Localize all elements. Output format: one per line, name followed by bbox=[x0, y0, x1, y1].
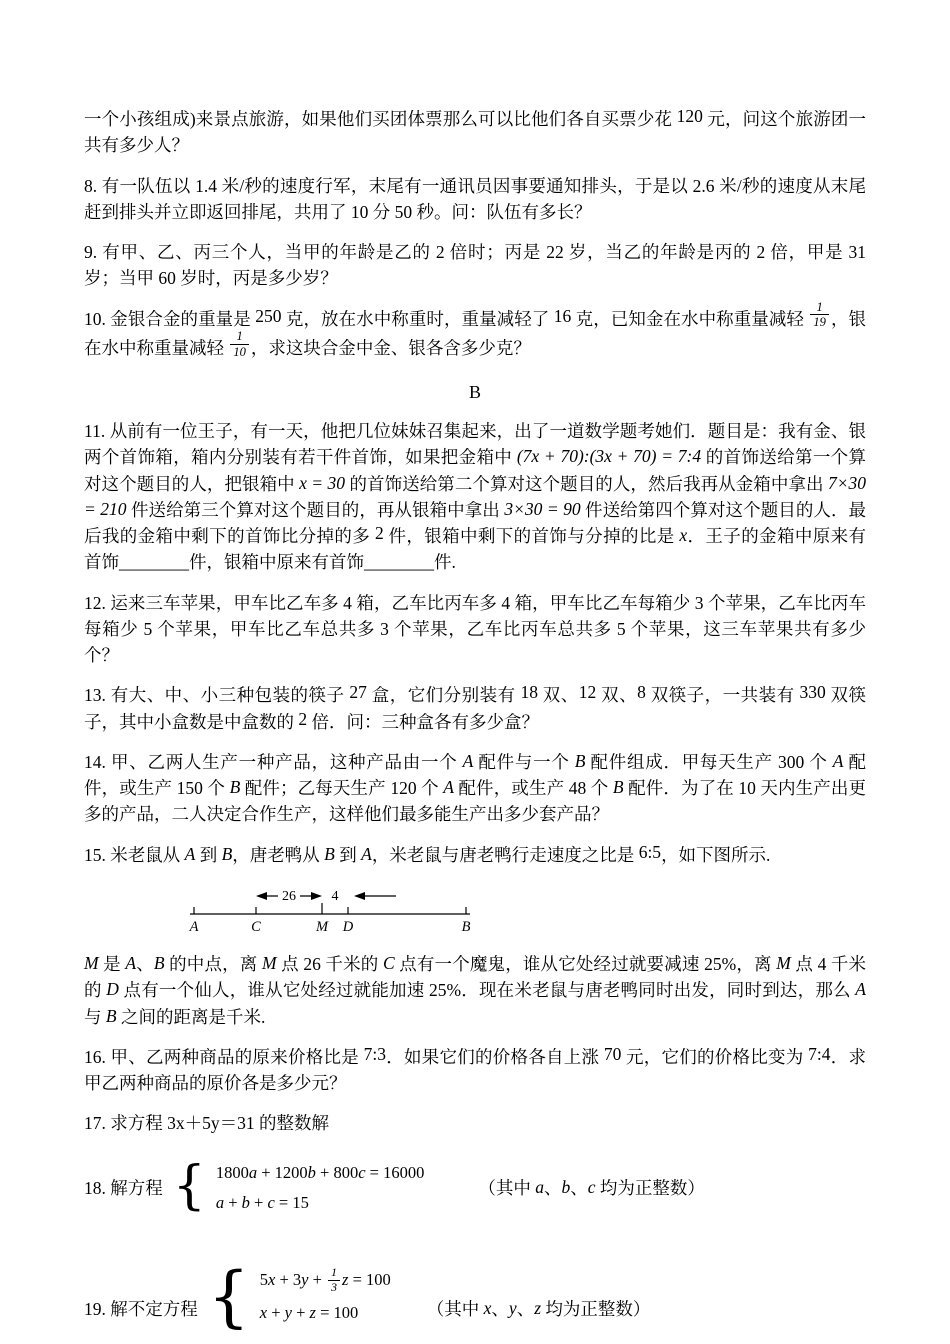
equation-system bbox=[259, 1264, 391, 1326]
point-label-b: B bbox=[461, 918, 471, 934]
text-run: 均为正整数） bbox=[541, 1298, 651, 1319]
fraction bbox=[810, 300, 829, 330]
math-number: 2 bbox=[298, 708, 308, 729]
problem-paragraph bbox=[84, 173, 866, 226]
text-run: 12. 运来三车苹果，甲车比乙车多 4 箱，乙车比丙车多 4 箱，甲车比乙车每箱少 3 个苹果，乙车比丙车每箱少 5 个苹果，甲车比乙车总共多 3 个苹果，乙车比丙车总共多 5 个苹果，这三车苹果共有多少个？ bbox=[84, 592, 866, 666]
text-run: 9. 有甲、乙、丙三个人，当甲的年龄是乙的 2 倍时；丙是 22 岁，当乙的年龄是丙的 2 倍，甲是 31 岁；当甲 60 岁时，丙是多少岁？ bbox=[84, 242, 866, 289]
text-run: 一个小孩组成)来景点旅游，如果他们买团体票那么可以比他们各自买票少花 bbox=[84, 109, 677, 129]
point-label-a: A bbox=[189, 918, 199, 934]
tick-marks bbox=[194, 903, 466, 914]
text-run: 配件．为了在 10 天内生产出更多的产品，二人决定合作生产，这样他们最多能生产出多少套产品？ bbox=[84, 778, 867, 825]
math-expression: y bbox=[284, 1303, 292, 1323]
text-run: + bbox=[224, 1193, 242, 1213]
text-run: 配件，或生产 48 个 bbox=[453, 778, 613, 799]
text-run: （其中 bbox=[478, 1178, 536, 1199]
math-expression: M bbox=[84, 953, 99, 974]
text-run: 14. 甲、乙两人生产一种产品，这种产品由一个 bbox=[84, 751, 463, 772]
problem-19 bbox=[84, 1258, 866, 1336]
math-expression: (7x + 70):(3x + 70) = 7:4 bbox=[516, 446, 702, 467]
text-run: ，米老鼠与唐老鸭行走速度之比是 bbox=[371, 844, 639, 865]
math-number: 2 bbox=[374, 523, 384, 544]
fraction-denominator: 19 bbox=[810, 314, 829, 329]
problem-paragraph bbox=[84, 106, 866, 159]
text-run: ，唐老鸭从 bbox=[232, 844, 325, 865]
fraction-numerator: 1 bbox=[331, 1264, 338, 1279]
math-expression: b bbox=[307, 1162, 316, 1182]
text-run: ，银在水中称重量减轻 bbox=[84, 308, 867, 359]
text-run: + 1200 bbox=[257, 1162, 308, 1182]
text-run: ，如下图所示. bbox=[661, 844, 771, 865]
text-run: 8. 有一队伍以 1.4 米/秒的速度行军，末尾有一通讯员因事要通知排头，于是以 2.6 米/秒的速度从末尾赶到排头并立即返回排尾，共用了 10 分 50 秒。问：队伍有多长？ bbox=[84, 175, 866, 222]
text-run: + bbox=[267, 1303, 285, 1323]
math-expression: B bbox=[229, 777, 241, 798]
text-run: 与 bbox=[84, 1006, 106, 1027]
math-expression: M bbox=[262, 953, 277, 974]
text-run: 、 bbox=[516, 1298, 535, 1319]
math-expression: B bbox=[105, 1005, 117, 1026]
problem-paragraph bbox=[84, 1110, 866, 1136]
fraction-numerator: 1 bbox=[816, 299, 823, 314]
math-expression: B bbox=[574, 750, 586, 771]
problem-paragraph bbox=[84, 749, 866, 828]
problem-paragraph bbox=[84, 842, 866, 868]
problem15-diagram bbox=[180, 882, 866, 941]
text-run: + 3 bbox=[275, 1269, 302, 1289]
text-run: 、 bbox=[543, 1178, 562, 1199]
fraction-denominator: 3 bbox=[328, 1280, 340, 1295]
math-number: 16 bbox=[553, 305, 572, 326]
text-run: 点 4 千米的 bbox=[84, 954, 867, 1001]
text-run: 点有一个魔鬼，谁从它处经过就要减速 25%，离 bbox=[394, 954, 777, 975]
text-run: 双、 bbox=[537, 685, 579, 706]
distance-4-arrow bbox=[332, 889, 397, 904]
math-expression: B bbox=[221, 843, 233, 864]
left-brace: { bbox=[207, 1258, 250, 1336]
math-expression: A bbox=[855, 979, 866, 1000]
text-run: 点有一个仙人，谁从它处经过就能加速 25%．现在米老鼠与唐老鸭同时出发，同时到达，那么 bbox=[118, 980, 856, 1001]
math-expression: z bbox=[534, 1297, 542, 1318]
math-expression: z bbox=[342, 1269, 349, 1289]
math-expression: A bbox=[184, 843, 196, 864]
math-expression: B bbox=[153, 953, 165, 974]
problems-section-b-lower bbox=[84, 951, 866, 1137]
text-run: 之间的距离是千米. bbox=[116, 1006, 266, 1027]
text-run: = 15 bbox=[274, 1193, 309, 1213]
math-number: 250 bbox=[255, 305, 282, 326]
text-run: 点 26 千米的 bbox=[276, 954, 383, 975]
text-run: + bbox=[249, 1193, 268, 1213]
fraction-denominator: 10 bbox=[230, 344, 249, 359]
text-run: ，求这块合金中金、银各含多少克？ bbox=[250, 338, 531, 359]
text-run: 16. 甲、乙两种商品的原来价格比是 bbox=[84, 1046, 364, 1067]
problem-paragraph bbox=[84, 951, 866, 1030]
math-expression: 3×30 = 90 bbox=[504, 498, 581, 519]
text-run: 配件组成．甲每天生产 300 个 bbox=[585, 751, 833, 772]
math-number: 7:3 bbox=[363, 1043, 386, 1064]
left-brace: { bbox=[172, 1156, 206, 1217]
math-expression: y bbox=[301, 1269, 309, 1289]
math-expression: x bbox=[268, 1269, 276, 1289]
text-run: 17. 求方程 3x＋5y＝31 的整数解 bbox=[84, 1113, 329, 1134]
math-expression: c bbox=[267, 1193, 275, 1213]
fraction-numerator: 1 bbox=[236, 329, 243, 344]
math-number: 8 bbox=[637, 682, 646, 703]
problems-section-a bbox=[84, 106, 866, 365]
point-labels bbox=[189, 919, 471, 934]
problem-paragraph bbox=[84, 418, 866, 576]
math-expression: B bbox=[612, 777, 624, 798]
text-run: = 16000 bbox=[365, 1162, 425, 1182]
text-run: （其中 bbox=[426, 1298, 484, 1319]
math-expression: B bbox=[324, 843, 335, 864]
math-expression: c bbox=[587, 1177, 596, 1198]
math-number: 120 bbox=[676, 106, 703, 126]
text-run: + bbox=[291, 1303, 310, 1323]
math-expression: x bbox=[483, 1297, 492, 1318]
math-expression: a bbox=[535, 1177, 544, 1198]
equation-line bbox=[259, 1264, 391, 1296]
math-expression: a bbox=[215, 1193, 225, 1213]
math-expression: z bbox=[309, 1303, 316, 1323]
math-expression: M bbox=[776, 953, 791, 974]
text-run: 10. 金银合金的重量是 bbox=[84, 308, 256, 329]
problem-paragraph bbox=[84, 682, 866, 735]
text-run: 13. 有大、中、小三种包装的筷子 bbox=[84, 685, 350, 706]
math-expression: x bbox=[679, 525, 688, 546]
text-run: 到 bbox=[195, 844, 222, 865]
text-run: + 800 bbox=[315, 1162, 359, 1182]
distance-4-label: 4 bbox=[331, 888, 339, 904]
problem-paragraph bbox=[84, 239, 866, 292]
math-expression: x = 30 bbox=[299, 472, 346, 493]
equation-line bbox=[216, 1161, 425, 1186]
math-expression: C bbox=[382, 953, 395, 974]
text-run: 的首饰送给第一个算对这个题目的人，把银箱中 bbox=[84, 447, 867, 494]
text-run: 双筷子，一共装有 bbox=[645, 685, 800, 706]
distance-26-arrow bbox=[256, 886, 322, 904]
math-number: 6:5 bbox=[638, 841, 662, 862]
math-number: 18 bbox=[520, 682, 538, 703]
problem-19-label: 19. 解不定方程 bbox=[84, 1298, 198, 1319]
math-number: 7:4 bbox=[808, 1043, 831, 1064]
problem-18-label: 18. 解方程 bbox=[84, 1178, 163, 1199]
math-expression: b bbox=[241, 1193, 250, 1213]
text-run: 倍．问：三种盒各有多少盒？ bbox=[307, 711, 539, 732]
constraint-note bbox=[427, 1296, 651, 1326]
text-run: 是 bbox=[98, 954, 126, 975]
text-run: 5 bbox=[259, 1269, 268, 1289]
fraction bbox=[230, 329, 249, 359]
text-run: 、 bbox=[491, 1298, 509, 1319]
constraint-note bbox=[478, 1175, 705, 1201]
text-run: 元，它们的价格比变为 bbox=[621, 1046, 809, 1067]
text-run: 克，已知金在水中称重量减轻 bbox=[571, 308, 809, 329]
text-run: ．如果它们的价格各自上涨 bbox=[386, 1046, 604, 1067]
text-run: 均为正整数） bbox=[595, 1178, 705, 1199]
text-run: 15. 米老鼠从 bbox=[84, 844, 185, 865]
text-run: + bbox=[308, 1269, 327, 1289]
math-expression: A bbox=[443, 777, 454, 798]
math-expression: A bbox=[125, 953, 137, 974]
math-expression: 7×30 = 210 bbox=[84, 472, 867, 519]
problem-paragraph bbox=[84, 299, 867, 366]
text-run: 的首饰送给第二个算对这个题目的人，然后我再从金箱中拿出 bbox=[345, 473, 828, 494]
math-number: 27 bbox=[349, 682, 367, 703]
text-run: 到 bbox=[334, 844, 362, 865]
problem-18 bbox=[84, 1156, 866, 1217]
math-expression: c bbox=[358, 1162, 366, 1182]
section-header-b: B bbox=[468, 382, 481, 403]
point-label-c: C bbox=[251, 918, 261, 934]
text-run: 克，放在水中称重时，重量减轻了 bbox=[281, 308, 554, 329]
text-run: 1800 bbox=[215, 1162, 249, 1182]
text-run: 、 bbox=[136, 954, 154, 975]
point-label-d: D bbox=[342, 918, 354, 934]
math-expression: A bbox=[832, 750, 844, 771]
text-run: ．求甲乙两种商品的原价各是多少元？ bbox=[84, 1046, 866, 1094]
problem-paragraph bbox=[84, 1044, 866, 1097]
math-expression: A bbox=[361, 843, 372, 864]
text-run: 双、 bbox=[596, 685, 638, 706]
math-expression: x bbox=[259, 1303, 268, 1323]
math-number: 70 bbox=[603, 1043, 622, 1064]
text-run: 件送给第三个算对这个题目的，再从银箱中拿出 bbox=[126, 499, 505, 520]
text-run: = 100 bbox=[315, 1303, 359, 1323]
text-run: 的中点，离 bbox=[164, 954, 263, 975]
text-run: 配件，或生产 150 个 bbox=[84, 751, 867, 799]
math-expression: A bbox=[462, 750, 474, 771]
equation-line bbox=[216, 1191, 425, 1216]
segment-diagram-svg bbox=[180, 882, 480, 934]
problems-section-b-upper bbox=[84, 418, 866, 868]
text-run: 元，问这个旅游团一共有多少人？ bbox=[84, 109, 866, 156]
text-run: ．王子的金箱中原来有首饰________件，银箱中原来有首饰________件. bbox=[84, 526, 867, 573]
problem-paragraph bbox=[84, 590, 866, 669]
math-expression: y bbox=[508, 1297, 517, 1318]
distance-26-label: 26 bbox=[282, 888, 296, 904]
equation-line bbox=[260, 1301, 391, 1326]
text-run: 件送给第四个算对这个题目的人．最后我的金箱中剩下的首饰比分掉的多 bbox=[84, 499, 867, 547]
text-run: 、 bbox=[570, 1178, 588, 1199]
text-run: 11. 从前有一位王子，有一天，他把几位妹妹召集起来，出了一道数学题考她们．题目是：我有金、银两个首饰箱，箱内分别装有若干件首饰，如果把金箱中 bbox=[84, 421, 866, 468]
math-expression: D bbox=[106, 979, 119, 1000]
math-expression: a bbox=[248, 1162, 258, 1182]
math-number: 12 bbox=[578, 682, 597, 703]
text-run: 配件；乙每天生产 120 个 bbox=[240, 778, 444, 799]
text-run: 件，银箱中剩下的首饰与分掉的比是 bbox=[383, 526, 680, 547]
text-run: 盒，它们分别装有 bbox=[366, 685, 521, 706]
equation-system bbox=[216, 1161, 425, 1217]
point-label-m: M bbox=[315, 918, 329, 934]
text-run: 配件与一个 bbox=[473, 751, 575, 772]
text-run: 双筷子，其中小盒数是中盒数的 bbox=[84, 685, 867, 732]
math-expression: b bbox=[561, 1177, 571, 1198]
fraction bbox=[328, 1266, 340, 1295]
math-number: 330 bbox=[799, 682, 826, 703]
text-run: = 100 bbox=[348, 1269, 391, 1289]
